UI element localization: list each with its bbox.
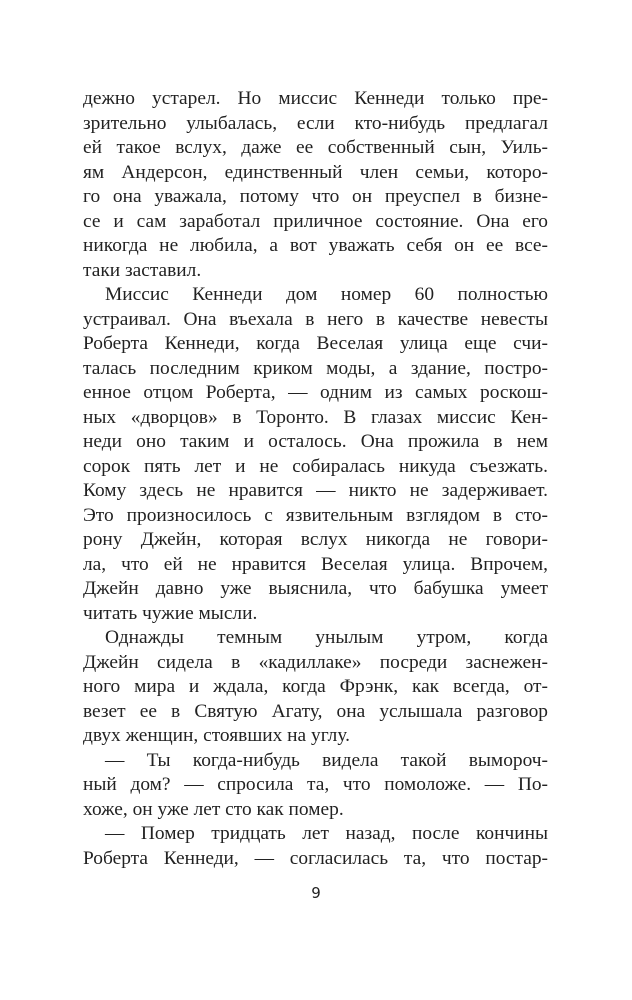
text-line: зрительно улыбалась, если кто-нибудь предлагал xyxy=(83,112,548,134)
text-line: Однажды темным унылым утром, когда xyxy=(105,627,548,648)
text-line: се и сам заработал приличное состояние. Она его xyxy=(83,210,548,232)
text-line: талась последним криком моды, а здание, постро- xyxy=(83,357,548,379)
text-line: таки заставил. xyxy=(83,259,202,281)
text-line: — Ты когда-нибудь видела такой вымороч- xyxy=(105,749,548,771)
text-line: хоже, он уже лет сто как помер. xyxy=(83,798,344,820)
text-line: Роберта Кеннеди, — согласилась та, что постар- xyxy=(83,847,548,869)
text-line: енное отцом Роберта, — одним из самых роскош- xyxy=(83,382,548,403)
paragraph xyxy=(83,822,548,871)
paragraph xyxy=(83,283,548,626)
paragraph xyxy=(83,749,548,823)
page-number: 9 xyxy=(311,884,321,902)
text-line: ных «дворцов» в Торонто. В глазах миссис Кен- xyxy=(83,406,548,428)
text-line: Роберта Кеннеди, когда Веселая улица еще счи- xyxy=(83,333,548,354)
text-line: никогда не любила, а вот уважать себя он ее все- xyxy=(83,235,548,256)
text-line: го она уважала, потому что он преуспел в бизне- xyxy=(83,186,548,207)
text-line: Джейн сидела в «кадиллаке» посреди заснежен- xyxy=(83,651,548,673)
text-line: рону Джейн, которая вслух никогда не говори- xyxy=(83,529,548,550)
text-line: Джейн давно уже выяснила, что бабушка умеет xyxy=(83,578,548,599)
text-line: двух женщин, стоявших на углу. xyxy=(83,725,350,746)
body-text xyxy=(83,87,548,871)
paragraph xyxy=(83,87,548,283)
text-line: ей такое вслух, даже ее собственный сын, Уиль- xyxy=(83,137,548,158)
text-line: везет ее в Святую Агату, она услышала разговор xyxy=(83,700,548,722)
text-line: дежно устарел. Но миссис Кеннеди только пре- xyxy=(83,88,548,109)
text-line: сорок пять лет и не собиралась никуда съезжать. xyxy=(83,455,548,477)
text-line: Кому здесь не нравится — никто не задерживает. xyxy=(83,480,548,501)
text-line: ного мира и ждала, когда Фрэнк, как всегда, от- xyxy=(83,676,548,697)
text-line: устраивал. Она въехала в него в качестве невесты xyxy=(83,308,548,330)
text-line: Миссис Кеннеди дом номер 60 полностью xyxy=(105,284,548,305)
text-line: — Помер тридцать лет назад, после кончины xyxy=(105,823,548,844)
text-line: читать чужие мысли. xyxy=(83,602,258,624)
paragraph xyxy=(83,626,548,749)
text-line: ный дом? — спросила та, что помоложе. — По- xyxy=(83,774,548,795)
text-line: неди оно таким и осталось. Она прожила в нем xyxy=(83,431,548,452)
text-line: Это произносилось с язвительным взглядом в сто- xyxy=(83,504,548,526)
text-line: ла, что ей не нравится Веселая улица. Впрочем, xyxy=(83,553,548,575)
text-line: ям Андерсон, единственный член семьи, которо- xyxy=(83,161,548,183)
